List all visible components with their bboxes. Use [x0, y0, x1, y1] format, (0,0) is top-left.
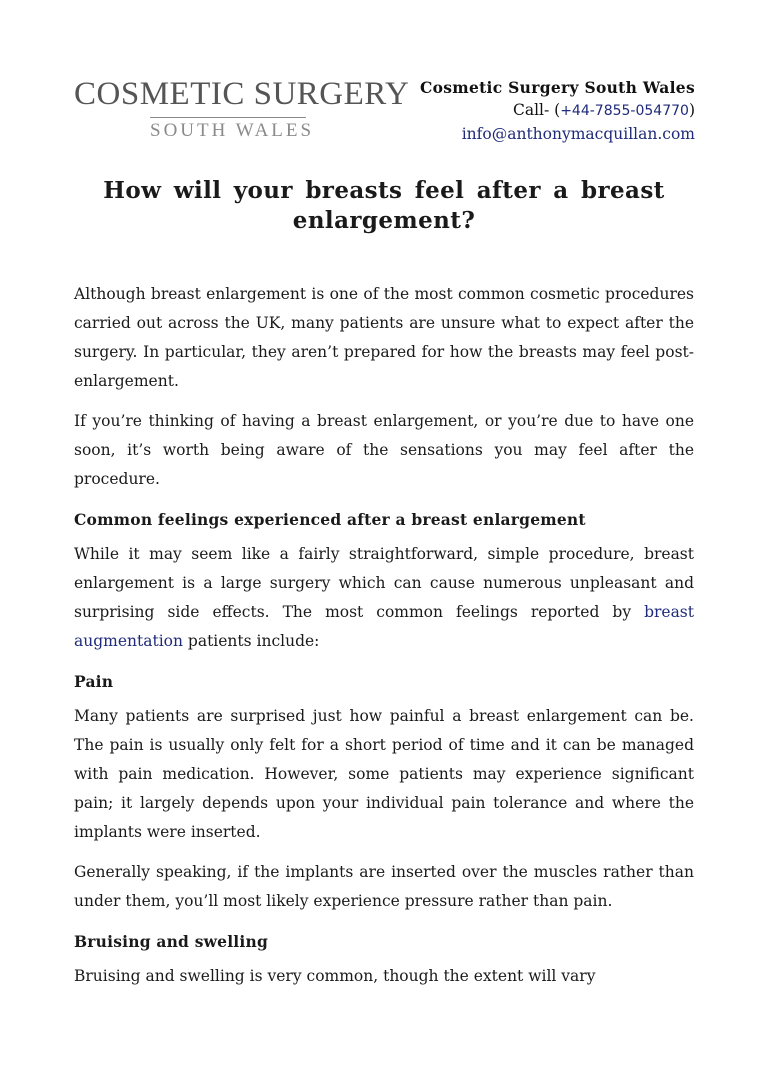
- email-link[interactable]: info@anthonymacquillan.com: [461, 125, 695, 143]
- phone-line: [420, 99, 695, 123]
- common-text-after: patients include:: [182, 632, 320, 650]
- phone-number[interactable]: +44-7855-054770: [560, 103, 689, 119]
- heading-common-feelings: Common feelings experienced after a breast enlargement: [74, 510, 586, 529]
- paragraph-bruising-1: Bruising and swelling is very common, though the extent will vary: [74, 967, 596, 985]
- article-body: [74, 280, 694, 1002]
- paragraph-pain-2: Generally speaking, if the implants are inserted over the muscles rather than under them, you’ll most likely experience pressure rather than pain.: [74, 863, 694, 910]
- logo-title: COSMETIC SURGERY: [74, 76, 410, 112]
- call-prefix: Call- (: [512, 101, 561, 119]
- paragraph-common-feelings: [74, 540, 694, 656]
- common-text-before: While it may seem like a fairly straightforward, simple procedure, breast enlargement is a large surgery which can cause numerous unpleasant and surprising side effects. The most common feelings reported by: [74, 545, 694, 621]
- page-title: How will your breasts feel after a breast enlargement?: [103, 177, 665, 234]
- contact-block: [420, 76, 695, 146]
- heading-bruising-swelling: Bruising and swelling: [74, 932, 268, 951]
- logo-subtitle: SOUTH WALES: [150, 120, 315, 141]
- org-name: Cosmetic Surgery South Wales: [419, 78, 695, 97]
- heading-pain: Pain: [74, 672, 114, 691]
- paragraph-pain-1: Many patients are surprised just how painful a breast enlargement can be. The pain is usually only felt for a short period of time and it can be managed with pain medication. However, some patients may experience significant pain; it largely depends upon your individual pain tolerance and where the implants were inserted.: [74, 707, 694, 841]
- paragraph-intro-2: If you’re thinking of having a breast enlargement, or you’re due to have one soon, it’s worth being aware of the sensations you may feel after the procedure.: [74, 412, 694, 488]
- paragraph-intro-1: Although breast enlargement is one of the most common cosmetic procedures carried out across the UK, many patients are unsure what to expect after the surgery. In particular, they aren’t prepared for how the breasts may feel post-enlargement.: [74, 285, 694, 390]
- breast-augmentation-link[interactable]: breast augmentation: [74, 603, 694, 650]
- call-suffix: ): [688, 101, 695, 119]
